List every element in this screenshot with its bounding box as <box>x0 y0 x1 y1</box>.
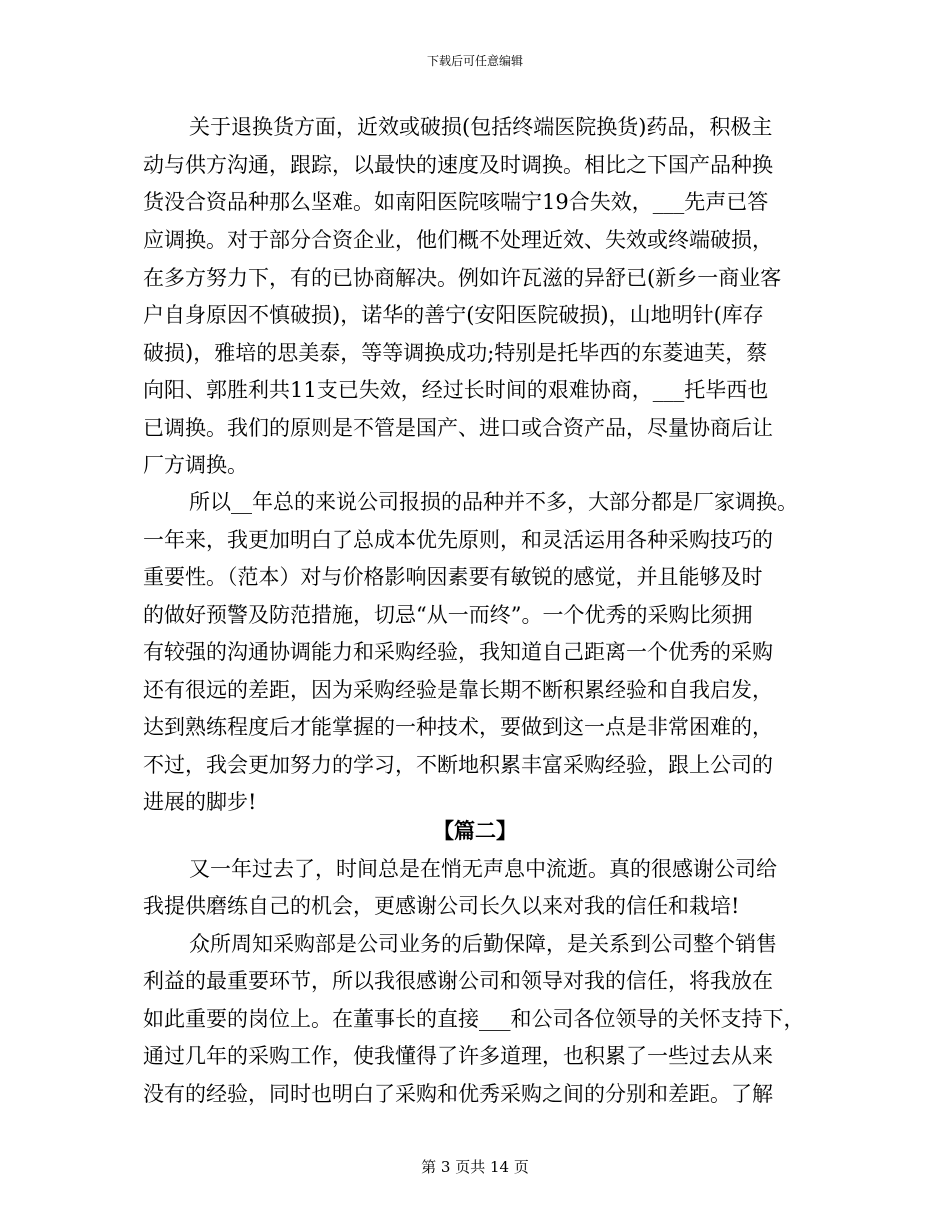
text-line: 没有的经验，同时也明白了采购和优秀采购之间的分别和差距。了解 <box>143 1082 773 1106</box>
text-line: 破损)，雅培的思美泰，等等调换成功;特别是托毕西的东菱迪芙，蔡 <box>143 341 768 365</box>
text-line: 重要性。（范本）对与价格影响因素要有敏锐的感觉，并且能够及时 <box>143 565 763 589</box>
text-line: 一年来，我更加明白了总成本优先原则，和灵活运用各种采购技巧的 <box>143 528 773 552</box>
text-line: 不过，我会更加努力的学习，不断地积累丰富采购经验，跟上公司的 <box>143 753 773 777</box>
text-line: 有较强的沟通协调能力和采购经验，我知道自己距离一个优秀的采购 <box>143 640 773 664</box>
text-line: 所以__年总的来说公司报损的品种并不多，大部分都是厂家调换。 <box>189 490 798 514</box>
text-line: 在多方努力下，有的已协商解决。例如许瓦滋的异舒已(新乡一商业客 <box>143 266 782 290</box>
text-line: 应调换。对于部分合资企业，他们概不处理近效、失效或终端破损， <box>143 228 773 252</box>
text-line: 向阳、郭胜利共11支已失效，经过长时间的艰难协商，___托毕西也 <box>143 378 769 402</box>
text-line: 又一年过去了，时间总是在悄无声息中流逝。真的很感谢公司给 <box>189 857 777 881</box>
text-line: 动与供方沟通，跟踪，以最快的速度及时调换。相比之下国产品种换 <box>143 153 773 177</box>
text-line: 货没合资品种那么坚难。如南阳医院咳喘宁19合失效，___先声已答 <box>143 190 769 214</box>
text-line: 还有很远的差距，因为采购经验是靠长期不断积累经验和自我启发， <box>143 678 773 702</box>
text-line: 利益的最重要环节，所以我很感谢公司和领导对我的信任，将我放在 <box>143 969 773 993</box>
text-line: 的做好预警及防范措施，切忌“从一而终”。一个优秀的采购比须拥 <box>143 603 753 627</box>
text-line: 户自身原因不慎破损)，诺华的善宁(安阳医院破损)，山地明针(库存 <box>143 303 764 327</box>
text-line: 达到熟练程度后才能掌握的一种技术，要做到这一点是非常困难的， <box>143 715 773 739</box>
page-header: 下载后可任意编辑 <box>426 54 523 68</box>
text-line: 如此重要的岗位上。在董事长的直接___和公司各位领导的关怀支持下， <box>143 1007 805 1031</box>
text-line: 厂方调换。 <box>143 453 248 477</box>
page-footer: 第 3 页共 14 页 <box>421 1158 529 1176</box>
text-line: 通过几年的采购工作，使我懂得了许多道理，也积累了一些过去从来 <box>143 1044 773 1068</box>
text-line: 我提供磨练自己的机会，更感谢公司长久以来对我的信任和栽培! <box>143 894 740 918</box>
text-line: 关于退换货方面，近效或破损(包括终端医院换货)药品，积极主 <box>189 115 773 139</box>
text-line: 进展的脚步! <box>143 790 257 814</box>
section-heading: 【篇二】 <box>433 819 517 843</box>
text-line: 已调换。我们的原则是不管是国产、进口或合资产品，尽量协商后让 <box>143 416 773 440</box>
text-line: 众所周知采购部是公司业务的后勤保障，是关系到公司整个销售 <box>189 932 777 956</box>
